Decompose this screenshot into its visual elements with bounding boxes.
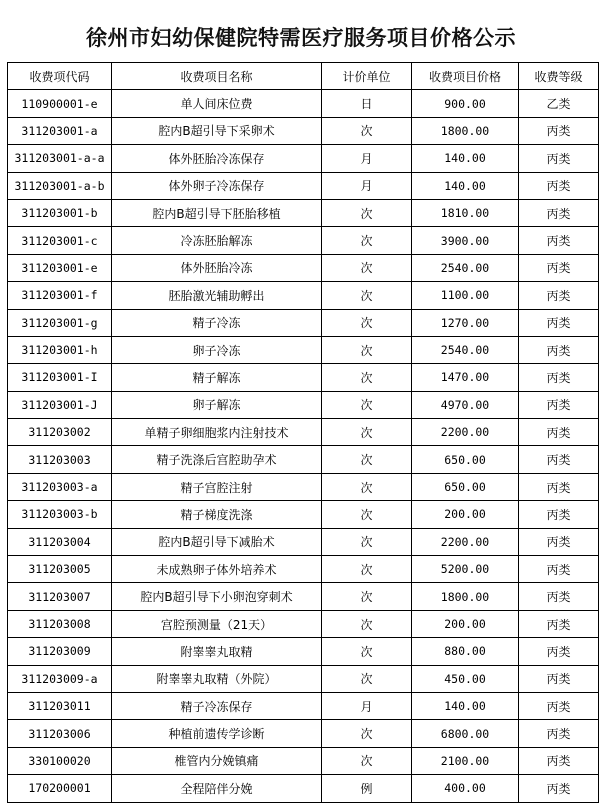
item-name: 椎管内分娩镇痛 [112,747,322,774]
item-price: 1800.00 [412,583,519,610]
item-price: 650.00 [412,473,519,500]
charge-grade: 丙类 [519,747,599,774]
table-row [8,117,599,144]
pricing-unit: 日 [322,90,412,117]
charge-grade: 丙类 [519,254,599,281]
header-grade: 收费等级 [519,63,599,90]
pricing-unit: 月 [322,145,412,172]
item-price: 1270.00 [412,309,519,336]
pricing-unit: 次 [322,556,412,583]
charge-grade: 丙类 [519,199,599,226]
item-name: 腔内B超引导下采卵术 [112,117,322,144]
pricing-unit: 次 [322,473,412,500]
item-code: 311203001-h [8,336,112,363]
item-name: 腔内B超引导下小卵泡穿刺术 [112,583,322,610]
table-row [8,692,599,719]
item-price: 2540.00 [412,336,519,363]
charge-grade: 丙类 [519,172,599,199]
table-row [8,364,599,391]
item-code: 311203001-g [8,309,112,336]
item-code: 311203006 [8,720,112,747]
item-code: 311203009-a [8,665,112,692]
table-row [8,665,599,692]
charge-grade: 丙类 [519,117,599,144]
item-code: 311203002 [8,419,112,446]
charge-grade: 丙类 [519,391,599,418]
charge-grade: 乙类 [519,90,599,117]
pricing-unit: 次 [322,254,412,281]
charge-grade: 丙类 [519,692,599,719]
item-name: 胚胎激光辅助孵出 [112,282,322,309]
pricing-unit: 次 [322,747,412,774]
item-price: 1470.00 [412,364,519,391]
table-row [8,282,599,309]
pricing-unit: 次 [322,336,412,363]
item-price: 2200.00 [412,528,519,555]
pricing-unit: 次 [322,610,412,637]
charge-grade: 丙类 [519,501,599,528]
item-name: 单人间床位费 [112,90,322,117]
table-row [8,309,599,336]
item-price: 1100.00 [412,282,519,309]
table-row [8,610,599,637]
pricing-unit: 次 [322,665,412,692]
charge-grade: 丙类 [519,775,599,802]
pricing-unit: 次 [322,638,412,665]
item-price: 200.00 [412,610,519,637]
item-code: 311203001-e [8,254,112,281]
pricing-unit: 次 [322,117,412,144]
item-code: 311203003-a [8,473,112,500]
pricing-unit: 次 [322,583,412,610]
charge-grade: 丙类 [519,473,599,500]
charge-grade: 丙类 [519,583,599,610]
charge-grade: 丙类 [519,638,599,665]
charge-grade: 丙类 [519,528,599,555]
item-price: 2540.00 [412,254,519,281]
table-row [8,172,599,199]
table-row [8,336,599,363]
item-code: 170200001 [8,775,112,802]
pricing-unit: 月 [322,692,412,719]
table-row [8,227,599,254]
item-name: 精子宫腔注射 [112,473,322,500]
table-row [8,501,599,528]
page-title: 徐州市妇幼保健院特需医疗服务项目价格公示 [86,25,516,50]
table-row [8,90,599,117]
charge-grade: 丙类 [519,665,599,692]
item-price: 1810.00 [412,199,519,226]
item-name: 精子梯度洗涤 [112,501,322,528]
item-name: 体外卵子冷冻保存 [112,172,322,199]
item-name: 冷冻胚胎解冻 [112,227,322,254]
pricing-unit: 次 [322,199,412,226]
item-code: 311203001-a [8,117,112,144]
table-row [8,145,599,172]
item-price: 650.00 [412,446,519,473]
charge-grade: 丙类 [519,145,599,172]
header-name: 收费项目名称 [112,63,322,90]
item-code: 311203008 [8,610,112,637]
charge-grade: 丙类 [519,227,599,254]
item-price: 140.00 [412,692,519,719]
charge-grade: 丙类 [519,610,599,637]
item-price: 880.00 [412,638,519,665]
table-row [8,638,599,665]
item-code: 311203001-a-a [8,145,112,172]
item-name: 体外胚胎冷冻保存 [112,145,322,172]
table-row [8,720,599,747]
item-code: 311203009 [8,638,112,665]
table-row [8,528,599,555]
item-name: 卵子冷冻 [112,336,322,363]
table-row [8,419,599,446]
pricing-unit: 例 [322,775,412,802]
item-code: 311203001-I [8,364,112,391]
item-name: 精子冷冻保存 [112,692,322,719]
item-code: 311203011 [8,692,112,719]
table-row [8,446,599,473]
pricing-unit: 次 [322,528,412,555]
item-code: 311203001-J [8,391,112,418]
table-row [8,199,599,226]
item-name: 腔内B超引导下减胎术 [112,528,322,555]
pricing-unit: 次 [322,227,412,254]
table-row [8,583,599,610]
charge-grade: 丙类 [519,556,599,583]
item-price: 900.00 [412,90,519,117]
pricing-unit: 次 [322,282,412,309]
pricing-unit: 次 [322,419,412,446]
item-price: 140.00 [412,172,519,199]
item-price: 450.00 [412,665,519,692]
item-name: 附睾睾丸取精（外院） [112,665,322,692]
item-price: 2200.00 [412,419,519,446]
item-name: 精子洗涤后宫腔助孕术 [112,446,322,473]
pricing-unit: 次 [322,309,412,336]
item-name: 全程陪伴分娩 [112,775,322,802]
pricing-unit: 次 [322,391,412,418]
charge-grade: 丙类 [519,309,599,336]
item-name: 卵子解冻 [112,391,322,418]
item-name: 宫腔预测量（21天） [112,610,322,637]
item-code: 311203001-f [8,282,112,309]
pricing-unit: 次 [322,446,412,473]
item-price: 1800.00 [412,117,519,144]
table-row [8,391,599,418]
item-price: 200.00 [412,501,519,528]
item-code: 311203001-b [8,199,112,226]
table-header-row [8,63,599,90]
item-price: 4970.00 [412,391,519,418]
item-name: 精子解冻 [112,364,322,391]
item-price: 6800.00 [412,720,519,747]
pricing-unit: 次 [322,501,412,528]
item-name: 附睾睾丸取精 [112,638,322,665]
table-row [8,775,599,802]
item-price: 400.00 [412,775,519,802]
charge-grade: 丙类 [519,364,599,391]
table-row [8,473,599,500]
item-name: 精子冷冻 [112,309,322,336]
item-price: 3900.00 [412,227,519,254]
item-name: 腔内B超引导下胚胎移植 [112,199,322,226]
table-row [8,747,599,774]
pricing-unit: 月 [322,172,412,199]
charge-grade: 丙类 [519,419,599,446]
item-name: 单精子卵细胞浆内注射技术 [112,419,322,446]
item-code: 311203003-b [8,501,112,528]
header-code: 收费项代码 [8,63,112,90]
charge-grade: 丙类 [519,336,599,363]
item-price: 2100.00 [412,747,519,774]
table-row [8,254,599,281]
item-code: 330100020 [8,747,112,774]
charge-grade: 丙类 [519,446,599,473]
header-price: 收费项目价格 [412,63,519,90]
item-price: 140.00 [412,145,519,172]
item-code: 311203005 [8,556,112,583]
item-name: 体外胚胎冷冻 [112,254,322,281]
item-code: 311203001-c [8,227,112,254]
price-table [7,62,599,803]
charge-grade: 丙类 [519,282,599,309]
item-code: 311203001-a-b [8,172,112,199]
item-code: 110900001-e [8,90,112,117]
charge-grade: 丙类 [519,720,599,747]
item-price: 5200.00 [412,556,519,583]
item-code: 311203007 [8,583,112,610]
item-code: 311203004 [8,528,112,555]
item-name: 未成熟卵子体外培养术 [112,556,322,583]
header-unit: 计价单位 [322,63,412,90]
table-row [8,556,599,583]
pricing-unit: 次 [322,720,412,747]
pricing-unit: 次 [322,364,412,391]
item-name: 种植前遗传学诊断 [112,720,322,747]
item-code: 311203003 [8,446,112,473]
